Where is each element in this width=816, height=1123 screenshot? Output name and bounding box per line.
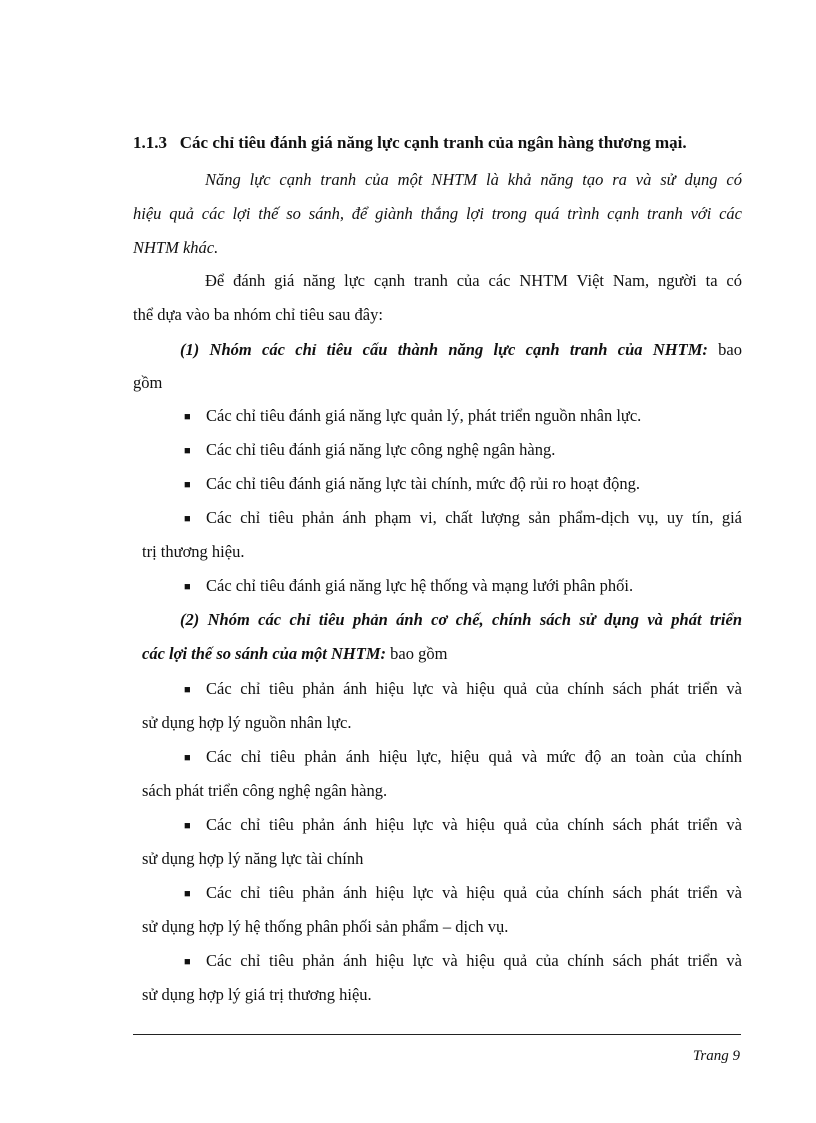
group2-item-1: Các chỉ tiêu phản ánh hiệu lực và hiệu quả của chính sách phát triển và	[206, 679, 742, 698]
group1-item-1: Các chỉ tiêu đánh giá năng lực quản lý, phát triển nguồn nhân lực.	[206, 406, 642, 425]
para2-line-1: Để đánh giá năng lực cạnh tranh của các NHTM Việt Nam, người ta có	[205, 271, 742, 290]
group2-item-3: Các chỉ tiêu phản ánh hiệu lực và hiệu quả của chính sách phát triển và	[206, 815, 742, 834]
group1-item-2: Các chỉ tiêu đánh giá năng lực công nghệ ngân hàng.	[206, 440, 556, 459]
group2-item-2: Các chỉ tiêu phản ánh hiệu lực, hiệu quả và mức độ an toàn của chính	[206, 747, 742, 766]
group1-item-3: Các chỉ tiêu đánh giá năng lực tài chính, mức độ rủi ro hoạt động.	[206, 474, 640, 493]
bullet-icon: ■	[184, 479, 191, 491]
group2-item-1-cont: sử dụng hợp lý nguồn nhân lực.	[142, 713, 352, 732]
section-heading	[133, 133, 687, 153]
group2-heading-text: các lợi thế so sánh của một NHTM:	[142, 644, 386, 663]
bullet-icon: ■	[184, 752, 191, 764]
group2-item-3-cont: sử dụng hợp lý năng lực tài chính	[142, 849, 364, 868]
intro-line-3: NHTM khác.	[133, 238, 219, 257]
group1-item-4: Các chỉ tiêu phản ánh phạm vi, chất lượng sản phẩm-dịch vụ, uy tín, giá	[206, 508, 742, 527]
group1-heading	[180, 340, 742, 360]
bullet-icon: ■	[184, 820, 191, 832]
intro-line-2: hiệu quả các lợi thế so sánh, để giành thắng lợi trong quá trình cạnh tranh với các	[133, 204, 742, 223]
section-title: Các chỉ tiêu đánh giá năng lực cạnh tranh của ngân hàng thương mại.	[179, 133, 687, 152]
para2-line-2: thể dựa vào ba nhóm chỉ tiêu sau đây:	[133, 305, 383, 324]
bullet-icon: ■	[184, 581, 191, 593]
bullet-icon: ■	[184, 956, 191, 968]
group1-heading-cont: gồm	[133, 373, 163, 392]
group2-heading-suffix: bao gồm	[390, 644, 448, 663]
group2-item-4: Các chỉ tiêu phản ánh hiệu lực và hiệu quả của chính sách phát triển và	[206, 883, 742, 902]
bullet-icon: ■	[184, 411, 191, 423]
group2-item-4-cont: sử dụng hợp lý hệ thống phân phối sản phẩm – dịch vụ.	[142, 917, 509, 936]
bullet-icon: ■	[184, 888, 191, 900]
group1-heading-suffix: bao	[718, 340, 742, 359]
bullet-icon: ■	[184, 513, 191, 525]
group2-heading: (2) Nhóm các chỉ tiêu phản ánh cơ chế, chính sách sử dụng và phát triển	[180, 610, 742, 629]
group1-item-4-cont: trị thương hiệu.	[142, 542, 245, 561]
bullet-icon: ■	[184, 684, 191, 696]
group1-item-5: Các chỉ tiêu đánh giá năng lực hệ thống và mạng lưới phân phối.	[206, 576, 634, 595]
footer-divider	[133, 1034, 741, 1035]
group2-item-2-cont: sách phát triển công nghệ ngân hàng.	[142, 781, 388, 800]
page-number: Trang 9	[692, 1048, 740, 1064]
intro-line-1: Năng lực cạnh tranh của một NHTM là khả năng tạo ra và sử dụng có	[205, 170, 742, 189]
group2-item-5: Các chỉ tiêu phản ánh hiệu lực và hiệu quả của chính sách phát triển và	[206, 951, 742, 970]
group2-item-5-cont: sử dụng hợp lý giá trị thương hiệu.	[142, 985, 372, 1004]
bullet-icon: ■	[184, 445, 191, 457]
group1-heading-text: (1) Nhóm các chỉ tiêu cấu thành năng lực cạnh tranh của NHTM:	[180, 340, 708, 359]
section-number: 1.1.3	[133, 133, 167, 152]
group2-heading-cont	[142, 644, 447, 664]
